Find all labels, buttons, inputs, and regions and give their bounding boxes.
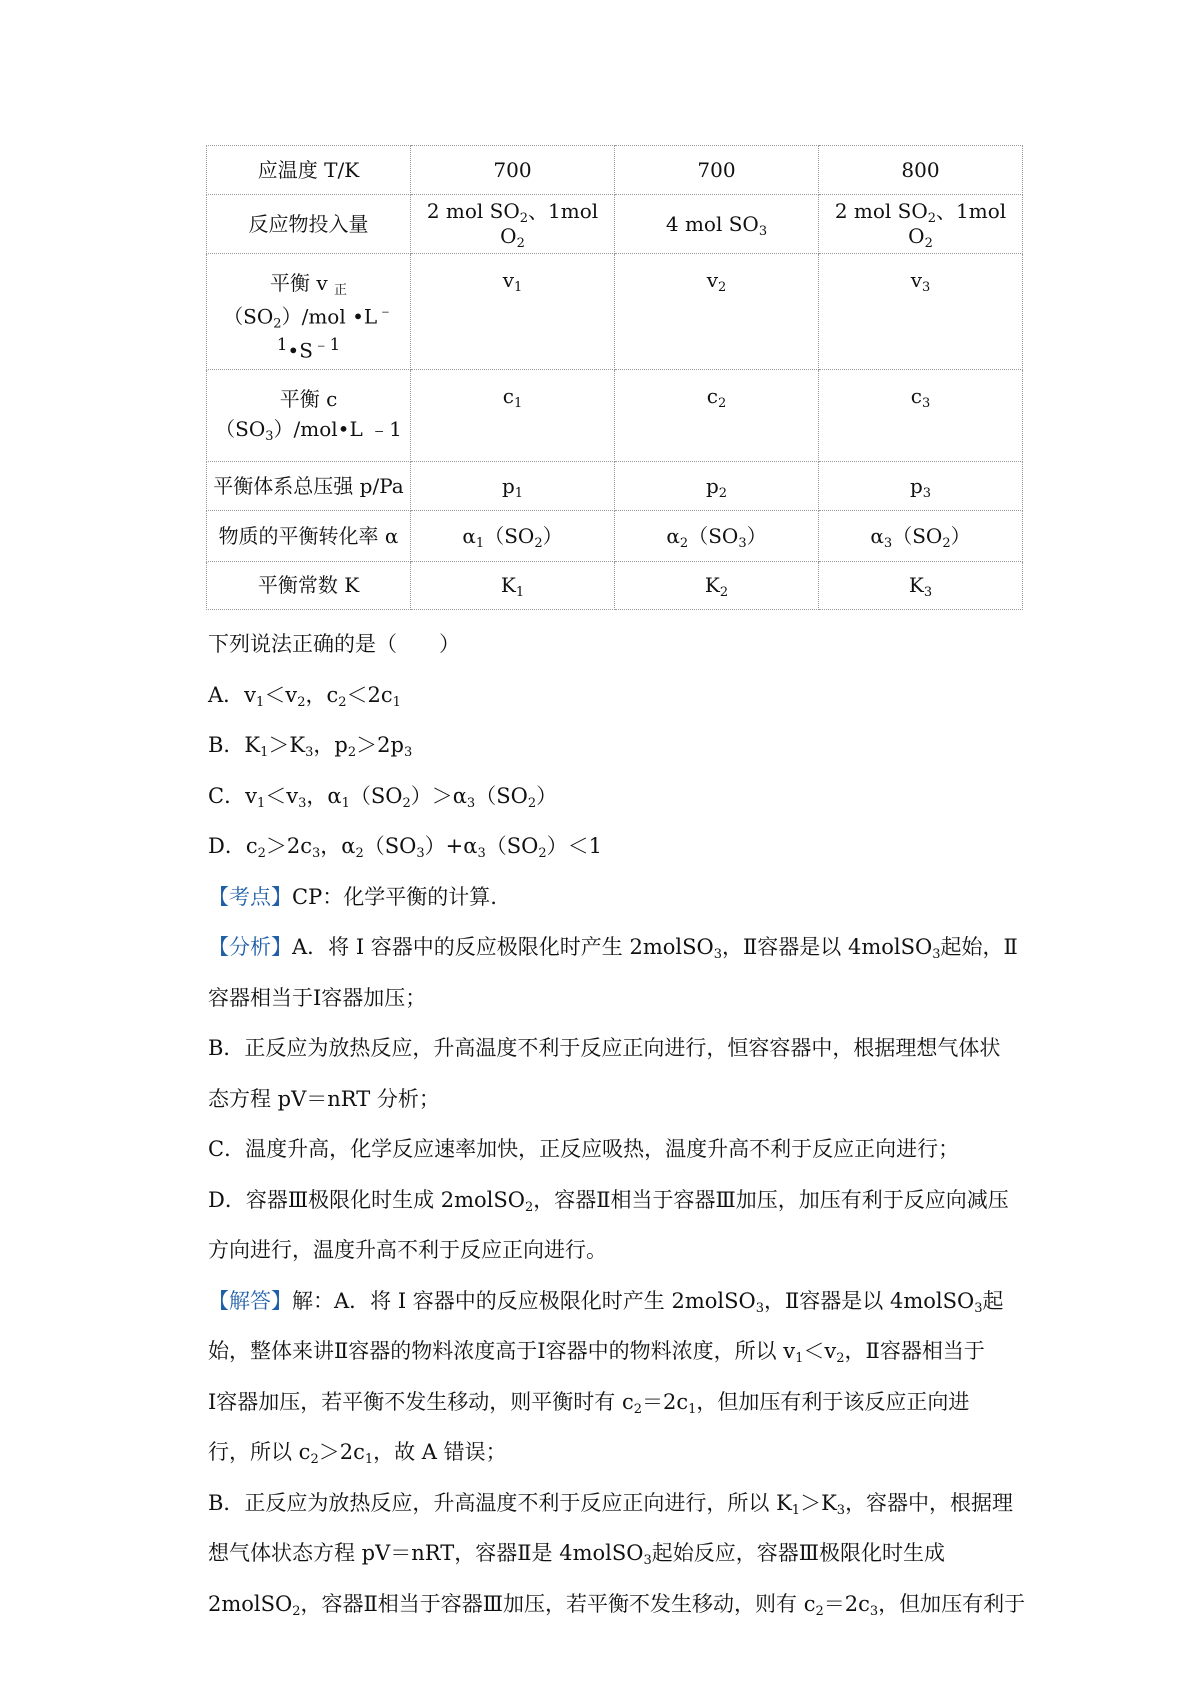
subscript: 2 — [633, 1401, 643, 1417]
text-run: Ⅰ容器加压，若平衡不发生移动，则平衡时有 c — [208, 1389, 634, 1414]
text-line — [208, 1333, 1024, 1384]
subscript: 3 — [922, 485, 932, 501]
text-run: ＝2c — [823, 1591, 870, 1616]
subscript: 2 — [924, 236, 933, 251]
text-run: ，故 A 错误； — [373, 1440, 507, 1464]
text-run: B．正反应为放热反应，升高温度不利于反应正向进行，所以 K — [208, 1490, 792, 1515]
text-run: ，p — [313, 733, 348, 757]
table-row — [207, 511, 1023, 562]
text-line — [208, 1384, 1024, 1435]
text-run: 方向进行，温度升高不利于反应正向进行。 — [208, 1238, 607, 1262]
text-run: ＞2c — [318, 1440, 365, 1464]
text-run: α — [666, 523, 680, 548]
text-line — [208, 1182, 1024, 1233]
text-line — [208, 727, 1024, 778]
text-run: 反应物投入量 — [248, 211, 369, 236]
subscript: 2 — [310, 1452, 319, 1467]
table-cell — [615, 562, 819, 610]
text-run: CP：化学平衡的计算. — [292, 884, 497, 909]
text-run: 、1mol O — [500, 199, 599, 248]
subscript: 3 — [974, 1300, 983, 1316]
subscript: 3 — [921, 396, 931, 412]
text-line — [208, 626, 1024, 677]
text-run: 始，整体来讲Ⅱ容器的物料浓度高于Ⅰ容器中的物料浓度，所以 v — [208, 1339, 796, 1363]
text-line — [208, 1081, 1024, 1132]
subscript: 3 — [305, 745, 314, 760]
text-run: ） — [746, 523, 767, 548]
table-cell — [819, 562, 1023, 610]
subscript: 1 — [341, 795, 350, 811]
subscript: 1 — [364, 1452, 374, 1467]
subscript: 2 — [534, 535, 543, 551]
text-run: 2molSO — [208, 1591, 293, 1616]
table-cell — [615, 195, 819, 254]
subscript: 2 — [836, 1351, 845, 1366]
subscript: 2 — [355, 846, 364, 861]
table-cell — [615, 462, 819, 511]
subscript: 2 — [527, 795, 537, 811]
text-run: 下列说法正确的是（ ） — [208, 632, 460, 656]
subscript: 3 — [265, 429, 274, 445]
equilibrium-data-table — [206, 145, 1023, 610]
table-cell — [411, 511, 615, 562]
text-run: v — [502, 268, 515, 292]
text-run: ）＞α — [410, 783, 467, 808]
text-run: B．K — [208, 733, 261, 757]
text-line — [208, 1131, 1024, 1182]
text-run: （SO — [223, 304, 274, 329]
text-line — [208, 1586, 1024, 1637]
subscript: 1 — [514, 485, 524, 501]
text-run: c — [706, 384, 718, 409]
text-run: ，Ⅱ容器是以 4molSO — [722, 935, 933, 959]
text-line — [208, 929, 1024, 980]
table-cell — [819, 511, 1023, 562]
subscript: 1 — [515, 585, 525, 601]
text-run: 想气体状态方程 pV＝nRT，容器Ⅱ是 4molSO — [208, 1541, 644, 1565]
text-line — [208, 879, 1024, 930]
subscript: 3 — [758, 223, 768, 239]
subscript: 1 — [260, 745, 269, 760]
text-run: ） — [536, 783, 558, 808]
text-run: ）/mol•L ﹣1 — [273, 417, 402, 442]
table-cell — [411, 254, 615, 370]
text-run: ＞2p — [356, 733, 404, 757]
table-row — [207, 195, 1023, 254]
text-run: 700 — [493, 157, 532, 182]
text-line — [208, 677, 1024, 728]
subscript: 3 — [477, 846, 486, 861]
table-row-header — [207, 370, 411, 462]
table-cell — [411, 562, 615, 610]
text-run: α — [870, 523, 884, 548]
subscript: 2 — [718, 280, 727, 295]
text-run: （SO — [475, 783, 528, 808]
subscript: 3 — [738, 535, 747, 551]
subscript: 2 — [273, 316, 282, 332]
table-row-header — [207, 562, 411, 610]
table-row — [207, 146, 1023, 195]
text-run: c — [910, 384, 922, 409]
text-run: ＜v — [803, 1339, 837, 1363]
subscript: 2 — [942, 535, 951, 551]
text-run: ＞K — [800, 1490, 837, 1515]
text-run: A．将 I 容器中的反应极限化时产生 2molSO — [292, 935, 714, 959]
subscript: 3 — [755, 1300, 765, 1316]
text-run: v — [706, 268, 719, 292]
text-run: ）+α — [424, 834, 478, 858]
text-run: p — [705, 473, 719, 498]
subscript: 1 — [256, 694, 265, 710]
text-run: ＝2c — [642, 1389, 689, 1414]
text-run: A．v — [208, 682, 257, 707]
text-run: ，α — [306, 783, 342, 808]
text-run: 物质的平衡转化率 α — [218, 523, 399, 548]
table-cell — [615, 370, 819, 462]
text-run: c — [502, 384, 514, 409]
table-cell — [615, 254, 819, 370]
text-run: （SO — [349, 783, 403, 808]
subscript: 2 — [347, 745, 357, 760]
subscript: 2 — [297, 694, 306, 710]
subscript: 2 — [718, 485, 728, 501]
table-cell — [819, 254, 1023, 370]
table-cell — [411, 462, 615, 511]
text-line — [208, 1232, 1024, 1283]
text-run: ＜2c — [346, 682, 393, 707]
subscript: 2 — [257, 846, 266, 861]
subscript: 1 — [795, 1351, 804, 1366]
text-run: v — [910, 268, 923, 292]
text-run: 行，所以 c — [208, 1440, 311, 1464]
text-run: 4 mol SO — [665, 211, 759, 236]
table-cell — [819, 370, 1023, 462]
subscript: 1 — [392, 694, 401, 710]
subscript: 2 — [538, 846, 547, 861]
text-run: K — [908, 573, 924, 598]
text-run: ，容器Ⅱ相当于容器Ⅲ加压，若平衡不发生移动，则有 c — [300, 1591, 816, 1616]
subscript: 3 — [932, 947, 941, 962]
text-run: （SO — [363, 834, 417, 858]
text-run: （SO — [485, 834, 539, 858]
subscript: 2 — [525, 1199, 534, 1215]
subscript: 1 — [256, 795, 266, 811]
section-tag: 【分析】 — [208, 935, 292, 959]
subscript: 3 — [923, 585, 933, 601]
text-run: 解：A．将 I 容器中的反应极限化时产生 2molSO — [292, 1288, 756, 1313]
subscript: 2 — [516, 236, 525, 251]
table-cell — [615, 146, 819, 195]
text-line — [208, 828, 1024, 879]
text-run: ，c — [305, 682, 339, 707]
text-run: 、1mol O — [908, 199, 1007, 248]
text-run: C．温度升高，化学反应速率加快，正反应吸热，温度升高不利于反应正向进行； — [208, 1137, 960, 1161]
table-cell — [411, 370, 615, 462]
table-row-header — [207, 195, 411, 254]
table-cell — [411, 146, 615, 195]
text-run: 2 mol SO — [834, 199, 928, 223]
subscript: 3 — [883, 535, 893, 551]
text-run: D．c — [208, 834, 258, 858]
text-run: ，Ⅱ容器相当于 — [844, 1339, 985, 1363]
text-run: ，但加压有利于 — [878, 1591, 1026, 1616]
text-line — [208, 1535, 1024, 1586]
superscript: ﹣1 — [312, 334, 341, 354]
subscript: 1 — [475, 535, 485, 551]
text-run: K — [704, 573, 720, 598]
subscript: 2 — [338, 694, 347, 710]
table-cell — [411, 195, 615, 254]
section-tag: 【解答】 — [208, 1288, 292, 1313]
subscript: 2 — [815, 1603, 824, 1619]
text-run: 平衡常数 K — [257, 573, 360, 598]
superscript: ﹣1 — [276, 301, 394, 354]
subscript: 2 — [292, 1603, 301, 1619]
text-run: K — [500, 573, 516, 598]
table-row-header — [207, 146, 411, 195]
text-run: ＜v — [264, 682, 298, 707]
subscript: 3 — [403, 745, 413, 760]
table-row-header — [207, 254, 411, 370]
table-cell — [819, 146, 1023, 195]
subscript: 2 — [519, 211, 529, 226]
text-run: ，容器中，根据理 — [845, 1490, 1014, 1515]
text-run: ，α — [320, 834, 356, 858]
table-row-header — [207, 511, 411, 562]
subscript: 1 — [513, 396, 523, 412]
subscript: 3 — [713, 947, 723, 962]
text-run: C．v — [208, 783, 257, 808]
table-cell — [615, 511, 819, 562]
question-and-solution-text — [208, 626, 1024, 1636]
text-run: ，容器Ⅱ相当于容器Ⅲ加压，加压有利于反应向减压 — [533, 1187, 1009, 1212]
text-run: 800 — [901, 157, 940, 182]
subscript: 2 — [927, 211, 937, 226]
text-run: ） — [542, 523, 563, 548]
text-run: ＞K — [268, 733, 306, 757]
subscript: 正 — [334, 283, 348, 298]
table-row-header — [207, 462, 411, 511]
text-run: （SO — [484, 523, 535, 548]
text-run: ，Ⅱ容器是以 4molSO — [764, 1288, 975, 1313]
subscript: 3 — [416, 846, 425, 861]
text-run: 容器相当于Ⅰ容器加压； — [208, 985, 427, 1010]
subscript: 3 — [298, 795, 307, 811]
text-line — [208, 1030, 1024, 1081]
text-line — [208, 1283, 1024, 1334]
subscript: 2 — [719, 585, 729, 601]
text-run: 2 mol SO — [426, 199, 520, 223]
text-line — [208, 980, 1024, 1031]
text-run: 平衡 c（SO — [215, 387, 338, 442]
subscript: 3 — [466, 795, 476, 811]
text-run: p — [501, 473, 515, 498]
text-run: ）＜1 — [546, 834, 602, 858]
subscript: 3 — [922, 280, 931, 295]
subscript: 3 — [869, 1603, 879, 1619]
subscript: 3 — [312, 846, 321, 861]
subscript: 1 — [514, 280, 523, 295]
text-run: 平衡 v — [269, 271, 334, 295]
table-row — [207, 370, 1023, 462]
text-run: 起始反应，容器Ⅲ极限化时生成 — [651, 1541, 945, 1565]
text-run: p — [909, 473, 923, 498]
table-cell — [819, 462, 1023, 511]
subscript: 2 — [402, 795, 411, 811]
text-run: 平衡体系总压强 p/Pa — [213, 473, 404, 498]
text-run: 态方程 pV＝nRT 分析； — [208, 1086, 440, 1111]
table-row — [207, 254, 1023, 370]
text-run: 应温度 T/K — [257, 157, 360, 182]
text-run: •S — [287, 338, 313, 363]
subscript: 1 — [791, 1502, 801, 1518]
text-run: ） — [950, 523, 971, 548]
text-run: 起 — [982, 1288, 1004, 1313]
text-run: ＞2c — [265, 834, 313, 858]
text-line — [208, 1434, 1024, 1485]
text-run: （SO — [688, 523, 739, 548]
text-run: ＜v — [265, 783, 299, 808]
table-row — [207, 562, 1023, 610]
text-line — [208, 1485, 1024, 1536]
table-cell — [819, 195, 1023, 254]
text-run: 起始，Ⅱ — [940, 935, 1018, 959]
subscript: 3 — [836, 1502, 846, 1518]
text-run: （SO — [892, 523, 943, 548]
text-run: ，但加压有利于该反应正向进 — [696, 1389, 970, 1414]
subscript: 2 — [679, 535, 689, 551]
table-row — [207, 462, 1023, 511]
text-run: ）/mol •L — [281, 304, 378, 329]
text-run: D．容器Ⅲ极限化时生成 2molSO — [208, 1187, 525, 1212]
text-run: B．正反应为放热反应，升高温度不利于反应正向进行，恒容容器中，根据理想气体状 — [208, 1036, 1001, 1060]
subscript: 1 — [688, 1401, 697, 1417]
text-run: 700 — [697, 157, 736, 182]
text-run: α — [462, 523, 476, 548]
subscript: 3 — [643, 1553, 652, 1568]
subscript: 2 — [717, 396, 727, 412]
text-line — [208, 778, 1024, 829]
section-tag: 【考点】 — [208, 884, 292, 909]
